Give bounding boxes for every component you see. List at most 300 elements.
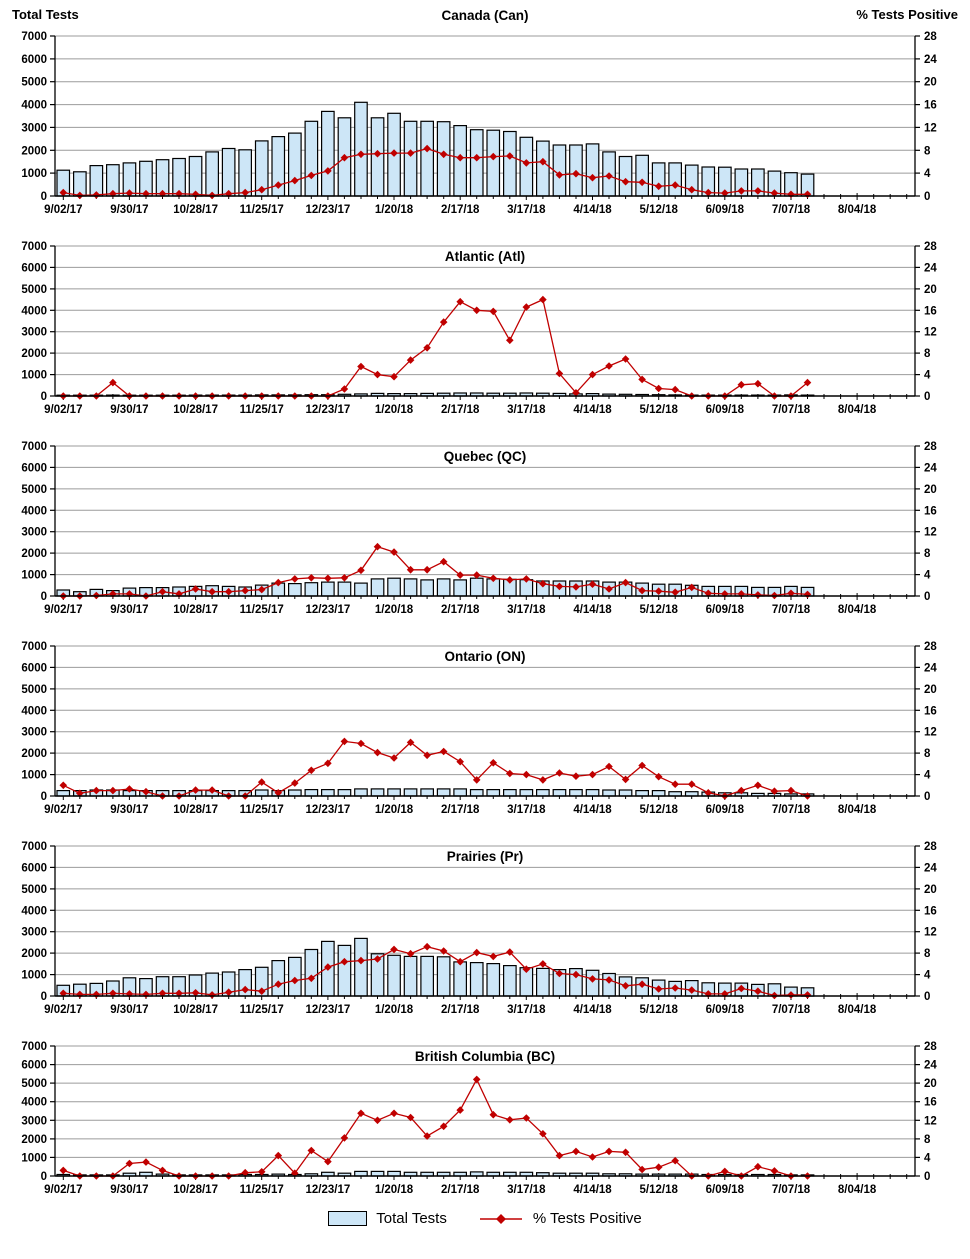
x-label: 12/23/17 <box>305 204 351 216</box>
bar <box>371 579 384 596</box>
y-right-label: 16 <box>924 99 937 112</box>
x-label: 12/23/17 <box>305 1004 351 1016</box>
y-right-label: 24 <box>924 262 937 275</box>
bar <box>437 122 450 196</box>
bar <box>355 583 368 596</box>
x-label: 3/17/18 <box>507 804 546 816</box>
bar <box>586 790 599 796</box>
y-right-label: 20 <box>924 76 937 89</box>
bar <box>471 790 484 796</box>
legend-total-tests-label: Total Tests <box>376 1210 447 1227</box>
x-label: 1/20/18 <box>374 604 414 616</box>
x-label: 8/04/18 <box>837 804 877 816</box>
pct-point <box>655 385 663 393</box>
bar <box>471 963 484 996</box>
x-label: 9/30/17 <box>110 1004 149 1016</box>
y-left-label: 5000 <box>21 1078 47 1091</box>
pct-point <box>357 567 365 575</box>
x-label: 12/23/17 <box>305 404 351 416</box>
pct-line <box>63 741 807 796</box>
pct-point <box>341 574 349 582</box>
pct-point <box>771 1167 779 1175</box>
y-left-label: 1000 <box>21 168 47 181</box>
pct-point <box>440 748 448 756</box>
bar <box>289 957 302 996</box>
x-label: 6/09/18 <box>705 604 744 616</box>
bar-series <box>57 789 814 796</box>
y-right-label: 12 <box>924 926 937 939</box>
y-left-label: 5000 <box>21 483 47 496</box>
x-label: 5/12/18 <box>639 604 678 616</box>
bar <box>636 791 649 796</box>
x-label: 3/17/18 <box>507 404 546 416</box>
y-left-label: 6000 <box>21 862 47 875</box>
bar <box>570 790 583 796</box>
y-left-label: 5000 <box>21 683 47 696</box>
pct-point <box>556 769 564 777</box>
x-label: 4/14/18 <box>573 604 612 616</box>
pct-point <box>490 1111 498 1119</box>
pct-point <box>423 943 431 951</box>
y-right-label: 0 <box>924 391 931 403</box>
x-label: 9/30/17 <box>110 204 149 216</box>
bar <box>454 962 467 996</box>
bar <box>222 149 235 197</box>
pct-point <box>324 1158 332 1166</box>
bar <box>355 789 368 796</box>
bar <box>338 582 351 596</box>
pct-point <box>605 1148 613 1156</box>
y-left-label: 1000 <box>21 569 47 582</box>
y-right-label: 4 <box>924 969 931 982</box>
pct-point <box>291 575 299 583</box>
pct-point <box>754 782 762 790</box>
y-right-label: 24 <box>924 862 937 875</box>
x-label: 11/25/17 <box>239 804 284 816</box>
bar <box>404 579 417 596</box>
y-left-label: 2000 <box>21 1133 47 1146</box>
x-label: 3/17/18 <box>507 204 546 216</box>
x-label: 6/09/18 <box>705 1184 744 1196</box>
y-right-label: 28 <box>924 31 937 43</box>
bar <box>322 790 335 796</box>
bar <box>471 578 484 596</box>
y-left-label: 7000 <box>21 641 47 653</box>
bar <box>553 790 566 796</box>
x-label: 8/04/18 <box>837 204 877 216</box>
bar <box>305 583 318 596</box>
y-right-label: 0 <box>924 1171 931 1183</box>
x-label: 2/17/18 <box>441 804 480 816</box>
y-right-label: 16 <box>924 1096 937 1109</box>
pct-point <box>572 772 580 780</box>
left-axis-title: Total Tests <box>12 7 79 22</box>
x-label: 11/25/17 <box>239 1184 284 1196</box>
y-right-label: 4 <box>924 168 931 181</box>
x-label: 8/04/18 <box>837 404 877 416</box>
y-left-label: 6000 <box>21 462 47 475</box>
y-right-label: 20 <box>924 1078 937 1091</box>
y-left-label: 2000 <box>21 348 47 361</box>
x-label: 11/25/17 <box>239 1004 284 1016</box>
y-left-label: 5000 <box>21 883 47 896</box>
pct-point <box>60 1167 68 1175</box>
y-right-label: 28 <box>924 241 937 253</box>
chart-4 <box>0 820 970 1020</box>
x-label: 9/30/17 <box>110 1184 149 1196</box>
x-label: 10/28/17 <box>173 804 218 816</box>
y-right-label: 24 <box>924 662 937 675</box>
y-right-label: 28 <box>924 1041 937 1053</box>
chart-title: Ontario (ON) <box>444 649 526 664</box>
x-label: 1/20/18 <box>374 1184 414 1196</box>
pct-point <box>374 543 382 551</box>
bar <box>619 157 632 197</box>
bar <box>388 789 401 796</box>
pct-point <box>324 575 332 583</box>
pct-markers <box>60 1076 812 1180</box>
y-left-label: 5000 <box>21 283 47 296</box>
x-label: 6/09/18 <box>705 804 744 816</box>
x-label: 1/20/18 <box>374 204 414 216</box>
y-left-label: 2000 <box>21 548 47 561</box>
bar <box>305 950 318 997</box>
x-label: 2/17/18 <box>441 604 480 616</box>
chart-title: British Columbia (BC) <box>414 1049 556 1064</box>
x-label: 1/20/18 <box>374 804 414 816</box>
y-right-label: 12 <box>924 526 937 539</box>
pct-point <box>142 1158 150 1166</box>
x-label: 7/07/18 <box>771 804 811 816</box>
y-left-label: 1000 <box>21 969 47 982</box>
bar <box>454 789 467 796</box>
x-label: 9/02/17 <box>44 1004 83 1016</box>
y-left-label: 1000 <box>21 769 47 782</box>
x-label: 4/14/18 <box>573 1004 612 1016</box>
pct-point <box>605 362 613 370</box>
bar <box>652 163 665 196</box>
x-label: 3/17/18 <box>507 604 546 616</box>
bar <box>338 790 351 796</box>
pct-markers <box>60 296 812 400</box>
y-left-label: 4000 <box>21 905 47 918</box>
x-label: 5/12/18 <box>639 204 678 216</box>
pct-point <box>390 1110 398 1118</box>
chart-title: Canada (Can) <box>441 8 529 23</box>
y-right-label: 0 <box>924 191 931 203</box>
x-label: 7/07/18 <box>771 204 811 216</box>
legend <box>0 1200 970 1243</box>
pct-point <box>506 337 514 345</box>
y-left-label: 3000 <box>21 926 47 939</box>
bar <box>57 791 70 796</box>
x-label: 9/02/17 <box>44 1184 83 1196</box>
x-label: 2/17/18 <box>441 404 480 416</box>
bar <box>437 579 450 596</box>
pct-point <box>754 1163 762 1171</box>
x-label: 4/14/18 <box>573 1184 612 1196</box>
y-right-label: 0 <box>924 791 931 803</box>
pct-point <box>523 771 531 779</box>
pct-point <box>473 949 481 957</box>
x-label: 5/12/18 <box>639 1004 678 1016</box>
x-label: 12/23/17 <box>305 1184 351 1196</box>
x-label: 10/28/17 <box>173 604 218 616</box>
y-right-label: 20 <box>924 883 937 896</box>
pct-line <box>63 300 807 396</box>
pct-point <box>374 1117 382 1125</box>
pct-point <box>539 776 547 784</box>
y-left-label: 7000 <box>21 441 47 453</box>
chart-1 <box>0 220 970 420</box>
y-left-label: 0 <box>40 791 47 803</box>
pct-point <box>357 740 365 748</box>
pct-point <box>738 381 746 389</box>
y-left-label: 2000 <box>21 748 47 761</box>
pct-point <box>423 566 431 574</box>
bar <box>421 789 434 796</box>
y-right-label: 4 <box>924 1152 931 1165</box>
x-label: 11/25/17 <box>239 404 284 416</box>
y-left-label: 7000 <box>21 841 47 853</box>
x-label: 8/04/18 <box>837 1004 877 1016</box>
bar <box>355 938 368 996</box>
y-left-label: 0 <box>40 391 47 403</box>
pct-point <box>374 749 382 757</box>
bar <box>471 130 484 196</box>
y-right-label: 20 <box>924 683 937 696</box>
x-label: 5/12/18 <box>639 804 678 816</box>
bar-series <box>57 102 814 196</box>
x-label: 4/14/18 <box>573 204 612 216</box>
y-left-label: 5000 <box>21 76 47 89</box>
bar <box>504 966 516 996</box>
pct-point <box>671 386 679 394</box>
x-label: 9/02/17 <box>44 604 83 616</box>
x-label: 10/28/17 <box>173 404 218 416</box>
y-right-label: 20 <box>924 483 937 496</box>
x-label: 9/02/17 <box>44 804 83 816</box>
bar <box>206 152 219 196</box>
bar <box>520 790 533 796</box>
x-label: 5/12/18 <box>639 404 678 416</box>
bar <box>404 789 417 796</box>
y-left-label: 0 <box>40 991 47 1003</box>
bar <box>619 790 632 796</box>
bar <box>289 133 302 196</box>
pct-point <box>539 296 547 304</box>
y-right-label: 16 <box>924 905 937 918</box>
x-label: 7/07/18 <box>771 1184 811 1196</box>
pct-point <box>440 947 448 955</box>
y-left-label: 1000 <box>21 369 47 382</box>
bar <box>553 145 566 196</box>
y-right-label: 8 <box>924 145 931 158</box>
x-label: 3/17/18 <box>507 1004 546 1016</box>
bar <box>537 141 550 196</box>
bar <box>421 956 434 996</box>
bar <box>388 955 401 996</box>
y-right-label: 8 <box>924 348 931 361</box>
pct-point <box>473 1076 481 1084</box>
y-left-label: 0 <box>40 1171 47 1183</box>
bar <box>437 957 450 996</box>
y-right-label: 24 <box>924 462 937 475</box>
y-left-label: 0 <box>40 191 47 203</box>
y-left-label: 6000 <box>21 262 47 275</box>
y-left-label: 3000 <box>21 1115 47 1128</box>
pct-point <box>159 1167 167 1175</box>
y-right-label: 20 <box>924 283 937 296</box>
pct-point <box>655 1163 663 1171</box>
bar <box>289 584 302 596</box>
x-label: 3/17/18 <box>507 1184 546 1196</box>
bar <box>371 789 384 796</box>
bar <box>537 968 550 996</box>
y-right-label: 8 <box>924 548 931 561</box>
bar <box>504 132 516 197</box>
x-label: 6/09/18 <box>705 204 744 216</box>
bar <box>322 582 335 596</box>
x-label: 2/17/18 <box>441 1004 480 1016</box>
y-right-label: 4 <box>924 769 931 782</box>
y-right-label: 8 <box>924 948 931 961</box>
bar <box>487 790 500 796</box>
y-left-label: 3000 <box>21 326 47 339</box>
bar <box>454 580 467 596</box>
x-label: 11/25/17 <box>239 604 284 616</box>
pct-point <box>473 307 481 315</box>
x-label: 8/04/18 <box>837 1184 877 1196</box>
y-left-label: 6000 <box>21 53 47 66</box>
y-left-label: 3000 <box>21 526 47 539</box>
legend-pct-positive-label: % Tests Positive <box>532 1210 642 1227</box>
y-left-label: 6000 <box>21 1059 47 1072</box>
bar <box>322 111 335 196</box>
pct-point <box>60 782 68 790</box>
chart-3 <box>0 620 970 820</box>
y-right-label: 28 <box>924 441 937 453</box>
pct-point <box>539 960 547 968</box>
y-right-label: 0 <box>924 991 931 1003</box>
chart-title: Quebec (QC) <box>443 449 527 464</box>
pct-point <box>787 787 795 795</box>
y-right-label: 4 <box>924 369 931 382</box>
bar <box>256 790 269 796</box>
y-right-label: 12 <box>924 1115 937 1128</box>
y-right-label: 16 <box>924 705 937 718</box>
x-label: 12/23/17 <box>305 604 351 616</box>
bar <box>338 945 351 996</box>
y-left-label: 0 <box>40 591 47 603</box>
pct-point <box>357 1110 365 1118</box>
y-left-label: 4000 <box>21 705 47 718</box>
pct-point <box>688 780 696 788</box>
bar <box>437 789 450 796</box>
bar <box>652 791 665 796</box>
y-left-label: 7000 <box>21 241 47 253</box>
x-label: 6/09/18 <box>705 1004 744 1016</box>
pct-point <box>671 780 679 788</box>
y-right-label: 24 <box>924 53 937 66</box>
pct-point <box>506 1116 514 1124</box>
y-right-label: 16 <box>924 305 937 318</box>
y-left-label: 6000 <box>21 662 47 675</box>
x-label: 12/23/17 <box>305 804 351 816</box>
x-label: 10/28/17 <box>173 204 218 216</box>
bar <box>504 790 516 796</box>
x-label: 4/14/18 <box>573 404 612 416</box>
y-left-label: 4000 <box>21 99 47 112</box>
chart-title: Prairies (Pr) <box>446 849 524 864</box>
pct-point <box>572 1148 580 1156</box>
chart-2 <box>0 420 970 620</box>
bar <box>421 580 434 596</box>
bar <box>388 578 401 596</box>
bar <box>305 121 318 196</box>
legend-line-marker-icon <box>478 1213 524 1225</box>
x-label: 9/02/17 <box>44 204 83 216</box>
y-left-label: 4000 <box>21 1096 47 1109</box>
y-right-label: 16 <box>924 505 937 518</box>
chart-title: Atlantic (Atl) <box>444 249 526 264</box>
y-right-label: 12 <box>924 726 937 739</box>
legend-total-tests-swatch <box>328 1211 367 1226</box>
x-label: 7/07/18 <box>771 404 811 416</box>
bar <box>537 790 550 796</box>
bar <box>586 970 599 996</box>
bar <box>355 102 368 196</box>
y-right-label: 28 <box>924 641 937 653</box>
y-right-label: 8 <box>924 748 931 761</box>
bar <box>404 956 417 996</box>
bar <box>189 157 202 197</box>
chart-5 <box>0 1020 970 1200</box>
x-label: 4/14/18 <box>573 804 612 816</box>
y-right-label: 0 <box>924 591 931 603</box>
x-label: 9/30/17 <box>110 604 149 616</box>
pct-point <box>341 1134 349 1142</box>
pct-point <box>589 1153 597 1161</box>
x-label: 2/17/18 <box>441 1184 480 1196</box>
x-label: 9/30/17 <box>110 404 149 416</box>
x-label: 6/09/18 <box>705 404 744 416</box>
bar <box>421 121 434 196</box>
bar <box>289 790 302 796</box>
y-right-label: 12 <box>924 122 937 135</box>
x-label: 10/28/17 <box>173 1184 218 1196</box>
pct-point <box>374 371 382 379</box>
y-left-label: 2000 <box>21 145 47 158</box>
y-right-label: 4 <box>924 569 931 582</box>
x-label: 5/12/18 <box>639 1184 678 1196</box>
bar <box>636 155 649 196</box>
pct-point <box>308 574 316 582</box>
x-label: 2/17/18 <box>441 204 480 216</box>
pct-point <box>506 770 514 778</box>
x-label: 1/20/18 <box>374 404 414 416</box>
pct-point <box>589 771 597 779</box>
pct-point <box>490 308 498 316</box>
pct-point <box>490 953 498 961</box>
x-label: 9/30/17 <box>110 804 149 816</box>
y-left-label: 4000 <box>21 305 47 318</box>
y-left-label: 3000 <box>21 122 47 135</box>
pct-point <box>655 773 663 781</box>
y-left-label: 4000 <box>21 505 47 518</box>
bar-series <box>57 938 814 996</box>
y-right-label: 28 <box>924 841 937 853</box>
